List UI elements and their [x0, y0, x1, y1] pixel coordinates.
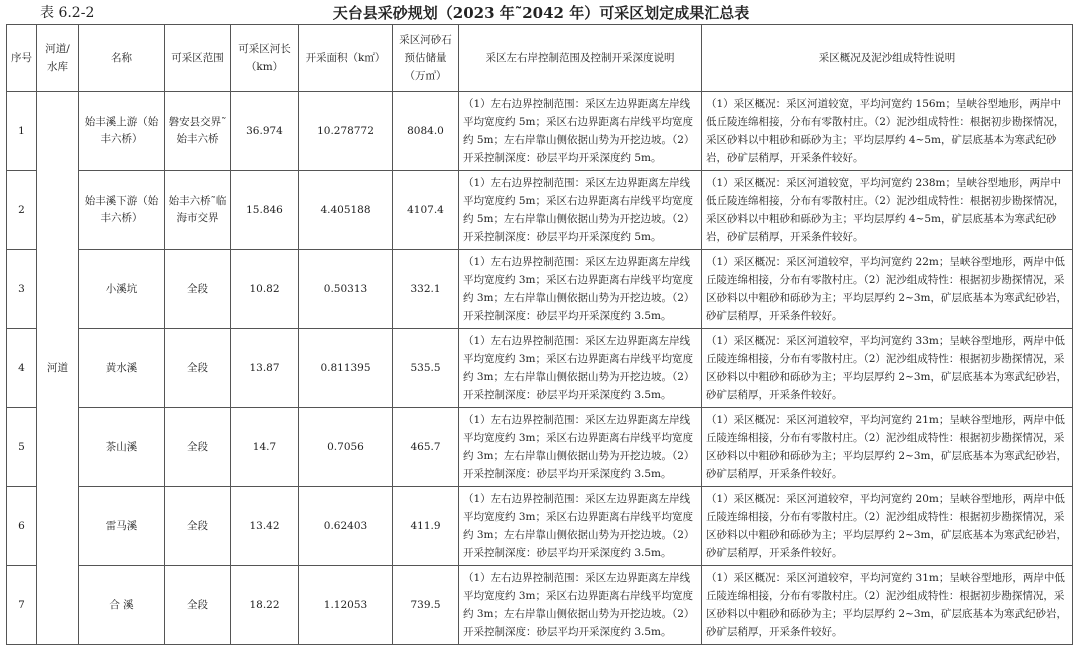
row-seq: 1 [7, 92, 37, 171]
row-overview: （1）采区概况：采区河道较宽，平均河宽约 156m；呈峡谷型地形，两岸中低丘陵连绵相接，分布有零散村庄。（2）泥沙组成特性：根据初步勘探情况，采区砂料以中粗砂和砾砂为主；平均层厚约 4~5m，矿层底基本为寒武纪砂岩，砂矿层稍厚，开采条件较好。 [702, 92, 1073, 171]
row-length: 14.7 [231, 408, 299, 487]
row-seq: 5 [7, 408, 37, 487]
row-seq: 2 [7, 171, 37, 250]
row-range: 全段 [165, 329, 231, 408]
row-length: 13.42 [231, 487, 299, 566]
row-seq: 6 [7, 487, 37, 566]
table-row [7, 487, 1073, 566]
row-name: 茶山溪 [79, 408, 165, 487]
row-control: （1）左右边界控制范围：采区左边界距离左岸线平均宽度约 3m；采区右边界距离右岸线平均宽度约 3m；左右岸靠山侧依据山势为开挖边坡。（2）开采控制深度：砂层平均开采深度约 3.5m。 [459, 487, 702, 566]
row-seq: 7 [7, 566, 37, 645]
row-name: 始丰溪下游（始丰六桥） [79, 171, 165, 250]
row-area: 0.7056 [299, 408, 393, 487]
row-area: 4.405188 [299, 171, 393, 250]
header-type: 河道/水库 [37, 25, 79, 92]
row-control: （1）左右边界控制范围：采区左边界距离左岸线平均宽度约 3m；采区右边界距离右岸线平均宽度约 3m；左右岸靠山侧依据山势为开挖边坡。（2）开采控制深度：砂层平均开采深度约 3.5m。 [459, 329, 702, 408]
row-range: 全段 [165, 487, 231, 566]
table-row [7, 329, 1073, 408]
row-length: 18.22 [231, 566, 299, 645]
row-name: 小溪坑 [79, 250, 165, 329]
table-row [7, 171, 1073, 250]
table-number: 表 6.2-2 [40, 5, 95, 21]
row-range: 全段 [165, 566, 231, 645]
row-length: 10.82 [231, 250, 299, 329]
row-range: 磐安县交界˜始丰六桥 [165, 92, 231, 171]
header-name: 名称 [79, 25, 165, 92]
header-reserve: 采区河砂石预估储量（万㎥） [393, 25, 459, 92]
header-length: 可采区河长（km） [231, 25, 299, 92]
row-overview: （1）采区概况：采区河道较窄，平均河宽约 31m；呈峡谷型地形，两岸中低丘陵连绵相接，分布有零散村庄。（2）泥沙组成特性：根据初步勘探情况，采区砂料以中粗砂和砾砂为主；平均层厚约 2~3m，矿层底基本为寒武纪砂岩，砂矿层稍厚，开采条件较好。 [702, 566, 1073, 645]
row-reserve: 411.9 [393, 487, 459, 566]
row-overview: （1）采区概况：采区河道较窄，平均河宽约 20m；呈峡谷型地形，两岸中低丘陵连绵相接，分布有零散村庄。（2）泥沙组成特性：根据初步勘探情况，采区砂料以中粗砂和砾砂为主；平均层厚约 2~3m，矿层底基本为寒武纪砂岩，砂矿层稍厚，开采条件较好。 [702, 487, 1073, 566]
row-reserve: 4107.4 [393, 171, 459, 250]
header-area: 开采面积（k㎡） [299, 25, 393, 92]
row-length: 13.87 [231, 329, 299, 408]
row-reserve: 535.5 [393, 329, 459, 408]
row-seq: 3 [7, 250, 37, 329]
table-row [7, 408, 1073, 487]
row-area: 0.50313 [299, 250, 393, 329]
table-row [7, 250, 1073, 329]
table-title: 天台县采砂规划（2023 年˜2042 年）可采区划定成果汇总表 [332, 4, 750, 22]
header-row [7, 25, 1073, 92]
row-reserve: 465.7 [393, 408, 459, 487]
row-reserve: 332.1 [393, 250, 459, 329]
row-control: （1）左右边界控制范围：采区左边界距离左岸线平均宽度约 5m；采区右边界距离右岸线平均宽度约 5m；左右岸靠山侧依据山势为开挖边坡。（2）开采控制深度：砂层平均开采深度约 5m。 [459, 92, 702, 171]
row-control: （1）左右边界控制范围：采区左边界距离左岸线平均宽度约 3m；采区右边界距离右岸线平均宽度约 3m；左右岸靠山侧依据山势为开挖边坡。（2）开采控制深度：砂层平均开采深度约 3.5m。 [459, 566, 702, 645]
header-range: 可采区范围 [165, 25, 231, 92]
row-overview: （1）采区概况：采区河道较窄，平均河宽约 33m；呈峡谷型地形，两岸中低丘陵连绵相接，分布有零散村庄。（2）泥沙组成特性：根据初步勘探情况，采区砂料以中粗砂和砾砂为主；平均层厚约 2~3m，矿层底基本为寒武纪砂岩，砂矿层稍厚，开采条件较好。 [702, 329, 1073, 408]
row-overview: （1）采区概况：采区河道较宽，平均河宽约 238m；呈峡谷型地形，两岸中低丘陵连绵相接，分布有零散村庄。（2）泥沙组成特性：根据初步勘探情况，采区砂料以中粗砂和砾砂为主；平均层厚约 4~5m，矿层底基本为寒武纪砂岩，砂矿层稍厚，开采条件较好。 [702, 171, 1073, 250]
row-type: 河道 [37, 92, 79, 645]
row-area: 10.278772 [299, 92, 393, 171]
table-row [7, 92, 1073, 171]
row-name: 始丰溪上游（始丰六桥） [79, 92, 165, 171]
row-control: （1）左右边界控制范围：采区左边界距离左岸线平均宽度约 5m；采区右边界距离右岸线平均宽度约 5m；左右岸靠山侧依据山势为开挖边坡。（2）开采控制深度：砂层平均开采深度约 5m。 [459, 171, 702, 250]
row-area: 1.12053 [299, 566, 393, 645]
row-control: （1）左右边界控制范围：采区左边界距离左岸线平均宽度约 3m；采区右边界距离右岸线平均宽度约 3m；左右岸靠山侧依据山势为开挖边坡。（2）开采控制深度：砂层平均开采深度约 3.5m。 [459, 408, 702, 487]
table-caption [16, 2, 1066, 24]
row-seq: 4 [7, 329, 37, 408]
row-name: 合 溪 [79, 566, 165, 645]
row-control: （1）左右边界控制范围：采区左边界距离左岸线平均宽度约 3m；采区右边界距离右岸线平均宽度约 3m；左右岸靠山侧依据山势为开挖边坡。（2）开采控制深度：砂层平均开采深度约 3.5m。 [459, 250, 702, 329]
row-overview: （1）采区概况：采区河道较窄，平均河宽约 22m；呈峡谷型地形，两岸中低丘陵连绵相接，分布有零散村庄。（2）泥沙组成特性：根据初步勘探情况，采区砂料以中粗砂和砾砂为主；平均层厚约 2~3m，矿层底基本为寒武纪砂岩，砂矿层稍厚，开采条件较好。 [702, 250, 1073, 329]
row-name: 黄水溪 [79, 329, 165, 408]
summary-table [6, 24, 1073, 645]
row-area: 0.811395 [299, 329, 393, 408]
header-seq: 序号 [7, 25, 37, 92]
row-reserve: 8084.0 [393, 92, 459, 171]
row-area: 0.62403 [299, 487, 393, 566]
header-overview: 采区概况及泥沙组成特性说明 [702, 25, 1073, 92]
row-range: 全段 [165, 408, 231, 487]
row-name: 雷马溪 [79, 487, 165, 566]
row-range: 始丰六桥˜临海市交界 [165, 171, 231, 250]
header-control: 采区左右岸控制范围及控制开采深度说明 [459, 25, 702, 92]
row-length: 36.974 [231, 92, 299, 171]
row-length: 15.846 [231, 171, 299, 250]
row-overview: （1）采区概况：采区河道较窄，平均河宽约 21m；呈峡谷型地形，两岸中低丘陵连绵相接，分布有零散村庄。（2）泥沙组成特性：根据初步勘探情况，采区砂料以中粗砂和砾砂为主；平均层厚约 2~3m，矿层底基本为寒武纪砂岩，砂矿层稍厚，开采条件较好。 [702, 408, 1073, 487]
row-reserve: 739.5 [393, 566, 459, 645]
table-row [7, 566, 1073, 645]
row-range: 全段 [165, 250, 231, 329]
